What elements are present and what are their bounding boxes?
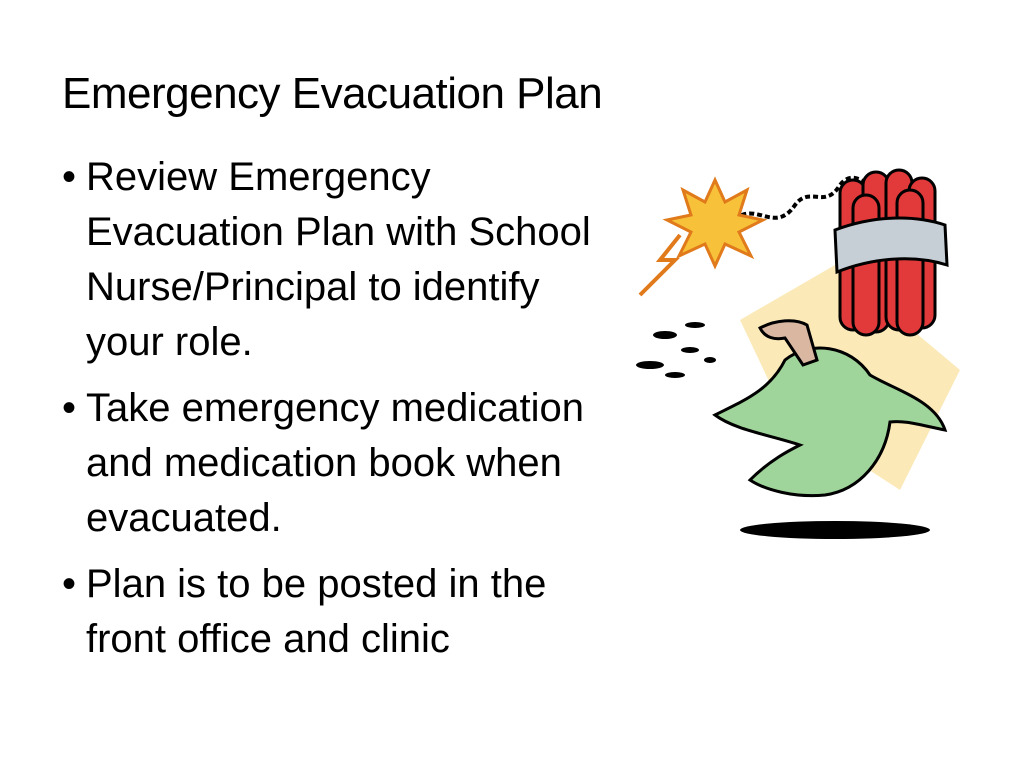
bullet-item [62, 557, 622, 667]
spark-icon [667, 180, 763, 266]
slide-title: Emergency Evacuation Plan [62, 69, 603, 118]
bullet-text: Review Emergency Evacuation Plan with School Nurse/Principal to identify your role. [86, 155, 591, 364]
bullet-marker: • [62, 155, 77, 199]
bullet-text: Take emergency medication and medication book when evacuated. [86, 386, 585, 540]
bullet-marker: • [62, 562, 77, 606]
bullet-list [62, 150, 622, 678]
bullet-marker: • [62, 386, 77, 430]
debris-marks [636, 322, 716, 378]
ground-shadow [740, 521, 930, 539]
bullet-item [62, 381, 622, 546]
bullet-item [62, 150, 622, 370]
bullet-text: Plan is to be posted in the front office and clinic [86, 562, 547, 661]
spark-trail [640, 235, 680, 295]
running-from-dynamite-clipart [635, 160, 965, 550]
